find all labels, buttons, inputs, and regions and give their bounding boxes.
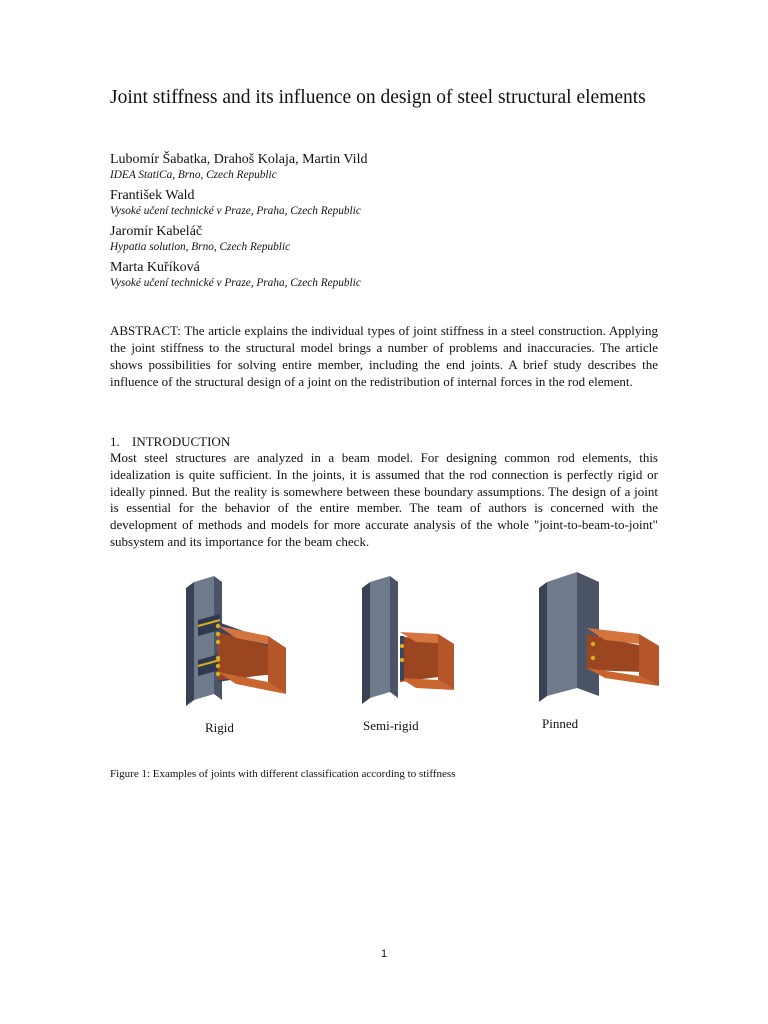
- author-name: Marta Kuříková: [110, 260, 200, 275]
- pinned-joint-illustration: [535, 572, 665, 712]
- author-affiliation: Vysoké učení technické v Praze, Praha, Czech Republic: [110, 277, 361, 289]
- section-body: Most steel structures are analyzed in a beam model. For designing common rod elements, this idealization is quite sufficient. In the joints, it is assumed that the rod connection is perfectly rigid or ideally pinned. But the reality is somewhere between these boundary assumptions. The design of a joint is essential for the behavior of the entire member. The team of authors is concerned with the development of methods and models for more accurate analysis of the whole "joint-to-beam-to-joint" subsystem and its importance for the beam check.: [110, 450, 658, 549]
- author-affiliation: Vysoké učení technické v Praze, Praha, Czech Republic: [110, 205, 361, 217]
- pinned-label: Pinned: [542, 716, 579, 731]
- author-name: Lubomír Šabatka, Drahoš Kolaja, Martin Vild: [110, 152, 368, 167]
- author-name: Jaromír Kabeláč: [110, 224, 203, 239]
- figure-caption: Figure 1: Examples of joints with different classification according to stiffness: [110, 768, 456, 780]
- rigid-joint-illustration: [180, 574, 300, 714]
- author-name: František Wald: [110, 188, 195, 203]
- abstract-paragraph: ABSTRACT: The article explains the individual types of joint stiffness in a steel construction. Applying the joint stiffness to the structural model brings a number of problems and inaccuracies. The article shows possibilities for solving entire member, including the end joints. A brief study describes the influence of the structural design of a joint on the redistribution of internal forces in the rod element.: [110, 323, 658, 389]
- section-number: 1.: [110, 434, 120, 449]
- semi-rigid-label: Semi-rigid: [363, 718, 419, 733]
- section-title: INTRODUCTION: [132, 434, 231, 449]
- author-entry: [110, 151, 670, 182]
- page-number: 1: [380, 948, 388, 960]
- semi-rigid-joint-illustration: [358, 574, 468, 714]
- rigid-label: Rigid: [205, 720, 234, 735]
- author-entry: [110, 223, 670, 254]
- author-list: [110, 151, 670, 295]
- author-entry: [110, 259, 670, 290]
- section-heading: [110, 433, 230, 450]
- author-entry: [110, 187, 670, 218]
- joint-figure: [150, 570, 670, 740]
- author-affiliation: IDEA StatiCa, Brno, Czech Republic: [110, 169, 277, 181]
- author-affiliation: Hypatia solution, Brno, Czech Republic: [110, 241, 291, 253]
- paper-title: Joint stiffness and its influence on design of steel structural elements: [110, 87, 646, 108]
